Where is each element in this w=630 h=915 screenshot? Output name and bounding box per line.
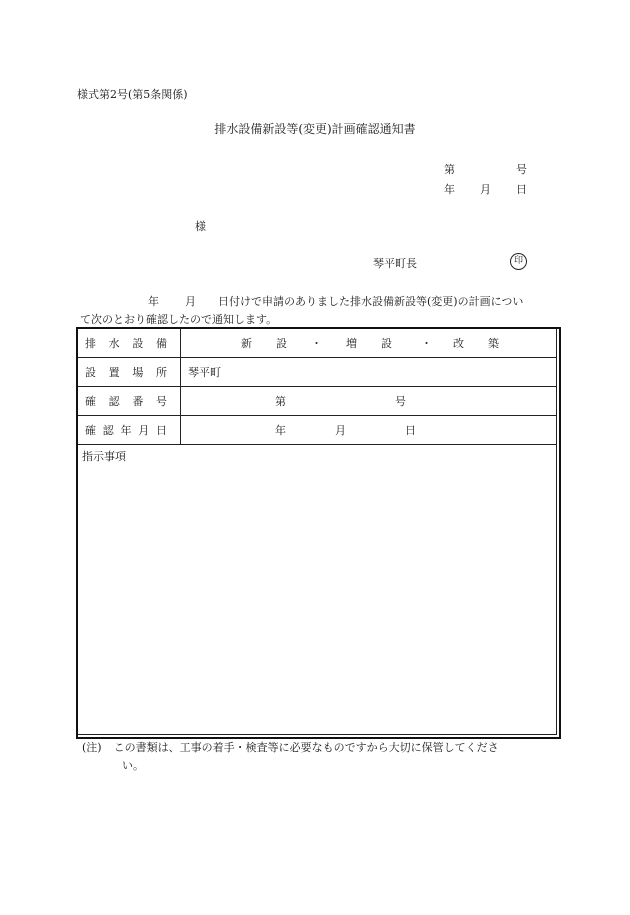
document-title: 排水設備新設等(変更)計画確認通知書 xyxy=(214,122,416,136)
footnote-line1: この書類は、工事の着手・検査等に必要なものですから大切に保管してくださ xyxy=(113,741,499,754)
instructions-field xyxy=(78,445,557,735)
label-char: 認 xyxy=(102,424,114,437)
label-char: 所 xyxy=(155,366,167,379)
date-month: 月 xyxy=(480,183,491,196)
label-char: 年 xyxy=(120,424,132,437)
body-year: 年 xyxy=(148,295,159,308)
body-line1-text: 日付けで申請のありました排水設備新設等(変更)の計画につい xyxy=(218,295,524,308)
label-char: 設 xyxy=(132,337,144,350)
label-char: 確 xyxy=(85,395,96,408)
footnote-line2: い。 xyxy=(122,759,144,772)
confirmation-number-value xyxy=(181,387,557,416)
table-row-conf-number xyxy=(78,387,557,416)
conf-date-day: 日 xyxy=(405,424,416,437)
number-dai: 第 xyxy=(444,163,455,176)
seal-mark-icon: 印 xyxy=(510,253,527,270)
body-month: 月 xyxy=(185,295,196,308)
label-char: 確 xyxy=(85,424,96,437)
work-type-options xyxy=(181,329,557,358)
number-go: 号 xyxy=(516,163,527,176)
label-char: 認 xyxy=(108,395,120,408)
label-char: 番 xyxy=(132,395,144,408)
form-number-label: 様式第2号(第5条関係) xyxy=(77,88,188,101)
label-char: 設 xyxy=(85,366,96,379)
option-char: 新 xyxy=(241,337,252,350)
table-row-conf-date xyxy=(78,416,557,445)
option-char: 設 xyxy=(381,337,392,350)
label-confirmation-number xyxy=(78,387,181,416)
option-char: 築 xyxy=(488,337,499,350)
addressee-suffix: 様 xyxy=(195,220,206,233)
label-char: 月 xyxy=(138,424,150,437)
conf-date-month: 月 xyxy=(335,424,346,437)
option-char: 増 xyxy=(346,337,357,350)
date-year: 年 xyxy=(444,183,455,196)
body-line-2: て次のとおり確認したので通知します。 xyxy=(80,313,278,326)
label-confirmation-date xyxy=(78,416,181,445)
location-text: 琴平町 xyxy=(188,366,221,379)
table-row-drainage xyxy=(78,329,557,358)
label-char: 排 xyxy=(85,337,96,350)
label-drainage-facility xyxy=(78,329,181,358)
label-char: 置 xyxy=(108,366,120,379)
label-char: 日 xyxy=(156,424,167,437)
label-char: 備 xyxy=(155,337,167,350)
confirmation-date-value xyxy=(181,416,557,445)
footnote xyxy=(82,739,562,775)
instructions-label: 指示事項 xyxy=(82,450,126,463)
option-char: 改 xyxy=(453,337,464,350)
conf-number-dai: 第 xyxy=(275,395,286,408)
conf-date-year: 年 xyxy=(275,424,286,437)
table-row-instructions xyxy=(78,445,557,735)
label-installation-location xyxy=(78,358,181,387)
label-char: 号 xyxy=(155,395,167,408)
body-line-1 xyxy=(80,293,560,311)
location-value xyxy=(181,358,557,387)
label-char: 水 xyxy=(108,337,120,350)
conf-number-go: 号 xyxy=(395,395,406,408)
notification-body xyxy=(80,293,560,329)
issuer-name: 琴平町長 xyxy=(373,257,417,270)
footnote-prefix: (注) xyxy=(82,741,102,754)
option-separator: ・ xyxy=(421,337,432,350)
table-row-location xyxy=(78,358,557,387)
option-char: 設 xyxy=(276,337,287,350)
confirmation-table xyxy=(77,328,557,735)
date-day: 日 xyxy=(516,183,527,196)
option-separator: ・ xyxy=(311,337,322,350)
label-char: 場 xyxy=(132,366,144,379)
